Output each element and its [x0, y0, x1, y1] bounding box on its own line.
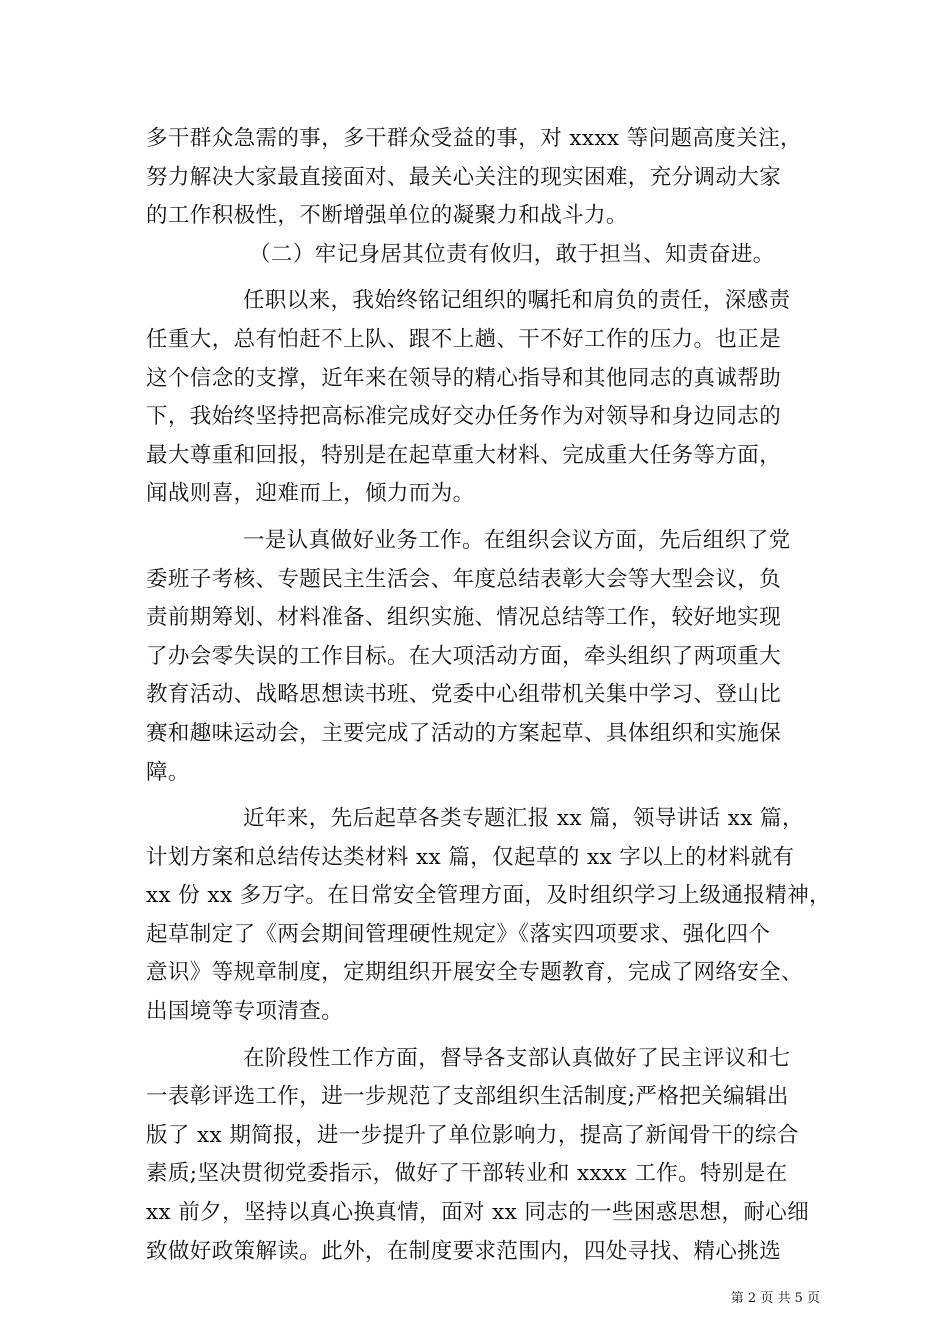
text-line: 任重大，总有怕赶不上队、跟不上趟、干不好工作的压力。也正是 — [146, 326, 782, 352]
text-line: 起草制定了《两会期间管理硬性规定》《落实四项要求、强化四个 — [146, 921, 771, 947]
text-line: 下，我始终坚持把高标准完成好交办任务作为对领导和身边同志的 — [146, 404, 782, 430]
text-line: 任职以来，我始终铭记组织的嘱托和肩负的责任，深感责 — [243, 288, 791, 314]
text-line: 版了 xx 期简报，进一步提升了单位影响力，提高了新闻骨干的综合 — [146, 1122, 799, 1148]
text-line: 责前期筹划、材料准备、组织实施、情况总结等工作，较好地实现 — [146, 605, 782, 631]
text-line: 委班子考核、专题民主生活会、年度总结表彰大会等大型会议，负 — [146, 566, 782, 592]
text-line: 一是认真做好业务工作。在组织会议方面，先后组织了党 — [243, 527, 791, 553]
text-line: 出国境等专项清查。 — [146, 999, 344, 1025]
text-line: xx 份 xx 多万字。在日常安全管理方面，及时组织学习上级通报精神， — [146, 883, 832, 909]
body-text — [146, 120, 832, 1271]
text-line: 最大尊重和回报，特别是在起草重大材料、完成重大任务等方面， — [146, 442, 782, 468]
text-line: 这个信念的支撑，近年来在领导的精心指导和其他同志的真诚帮助 — [146, 365, 782, 391]
text-line: 教育活动、战略思想读书班、党委中心组带机关集中学习、登山比 — [146, 682, 782, 708]
text-line: 多干群众急需的事，多干群众受益的事，对 xxxx 等问题高度关注， — [146, 126, 802, 151]
text-line: 素质;坚决贯彻党委指示，做好了干部转业和 xxxx 工作。特别是在 — [146, 1161, 788, 1187]
text-line: 赛和趣味运动会，主要完成了活动的方案起草、具体组织和实施保 — [146, 720, 782, 746]
text-line: 一表彰评选工作，进一步规范了支部组织生活制度;严格把关编辑出 — [146, 1084, 789, 1110]
text-line: 意识》等规章制度，定期组织开展安全专题教育，完成了网络安全、 — [146, 960, 804, 986]
text-line: 在阶段性工作方面，督导各支部认真做好了民主评议和七 — [243, 1045, 791, 1071]
text-line: 了办会零失误的工作目标。在大项活动方面，牵头组织了两项重大 — [146, 643, 782, 669]
text-line: xx 前夕，坚持以真心换真情，面对 xx 同志的一些困惑思想，耐心细 — [146, 1200, 810, 1226]
section-heading: （二）牢记身居其位责有攸归，敢于担当、知责奋进。 — [249, 241, 775, 267]
text-line: 的工作积极性，不断增强单位的凝聚力和战斗力。 — [146, 203, 628, 229]
text-line: 障。 — [146, 759, 190, 785]
page-number-footer: 第 2 页 共 5 页 — [730, 1291, 820, 1306]
text-line: 努力解决大家最直接面对、最关心关注的现实困难，充分调动大家 — [146, 164, 782, 190]
text-line: 计划方案和总结传达类材料 xx 篇，仅起草的 xx 字以上的材料就有 — [146, 844, 795, 870]
text-line: 致做好政策解读。此外，在制度要求范围内，四处寻找、精心挑选 — [146, 1238, 782, 1264]
text-line: 近年来，先后起草各类专题汇报 xx 篇，领导讲话 xx 篇， — [243, 806, 804, 832]
text-line: 闻战则喜，迎难而上，倾力而为。 — [146, 481, 475, 507]
